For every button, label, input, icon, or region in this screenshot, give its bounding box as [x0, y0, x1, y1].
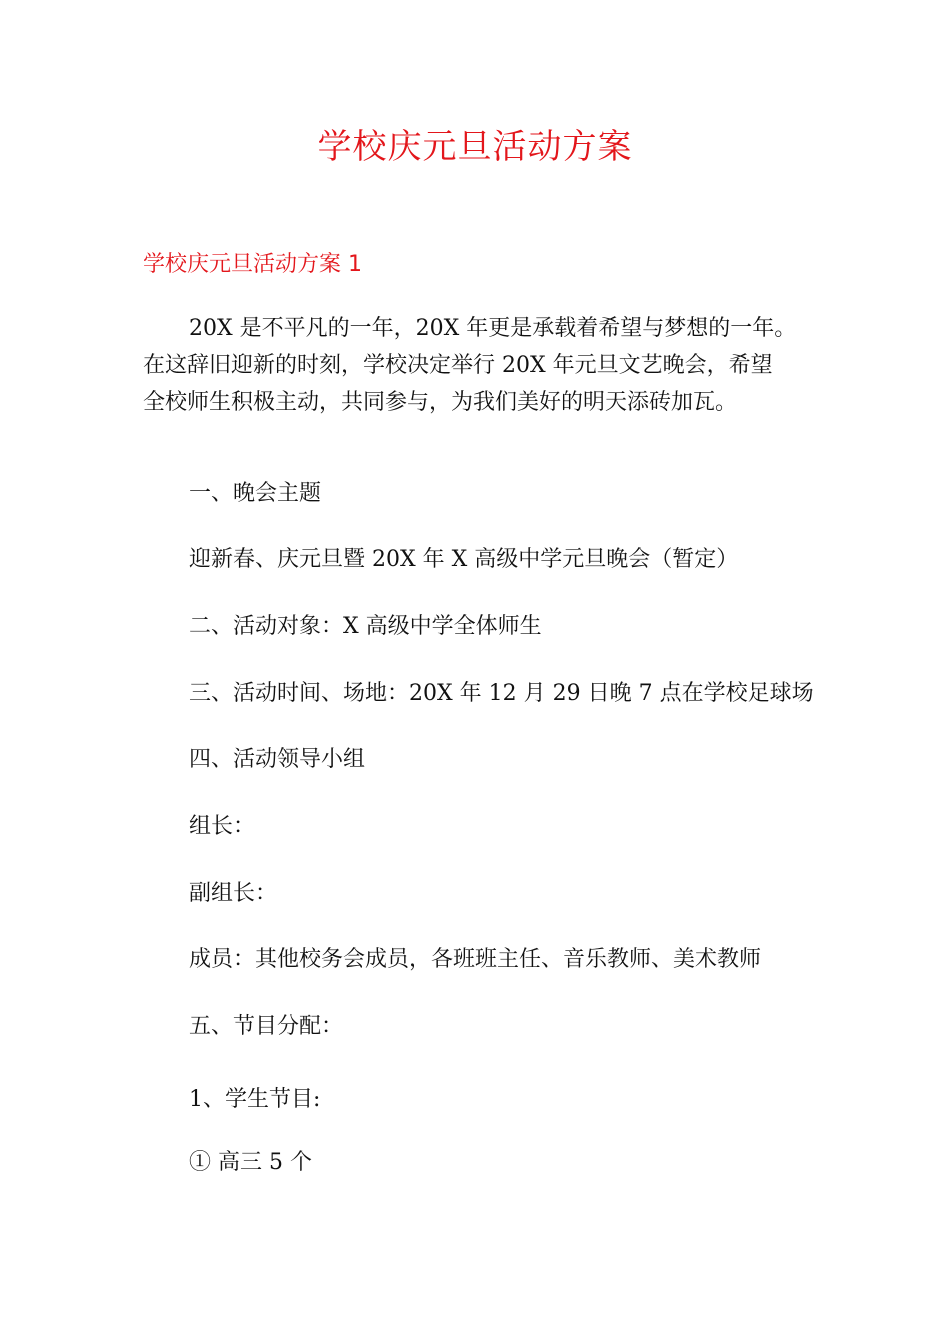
senior-three-programs-line: ① 高三 5 个	[189, 1150, 312, 1175]
intro-paragraph	[143, 310, 823, 421]
heading-party-theme: 一、晚会主题	[189, 481, 322, 506]
document-title: 学校庆元旦活动方案	[317, 127, 633, 167]
intro-line: 20X 是不平凡的一年，20X 年更是承载着希望与梦想的一年。	[189, 316, 797, 341]
group-leader-line: 组长：	[189, 814, 256, 839]
members-line: 成员：其他校务会成员，各班班主任、音乐教师、美术教师	[189, 947, 762, 972]
heading-program-allocation: 五、节目分配：	[189, 1014, 344, 1039]
intro-line: 全校师生积极主动，共同参与，为我们美好的明天添砖加瓦。	[143, 390, 738, 415]
section-heading: 学校庆元旦活动方案 1	[143, 252, 362, 277]
party-theme-text: 迎新春、庆元旦暨 20X 年 X 高级中学元旦晚会（暂定）	[189, 547, 739, 572]
student-programs-line: 1、学生节目:	[189, 1087, 321, 1112]
heading-leadership-group: 四、活动领导小组	[189, 747, 366, 772]
intro-line: 在这辞旧迎新的时刻，学校决定举行 20X 年元旦文艺晚会，希望	[143, 353, 773, 378]
deputy-leader-line: 副组长：	[189, 881, 278, 906]
heading-activity-target: 二、活动对象：X 高级中学全体师生	[189, 614, 542, 639]
heading-activity-time-venue: 三、活动时间、场地：20X 年 12 月 29 日晚 7 点在学校足球场	[189, 681, 814, 706]
